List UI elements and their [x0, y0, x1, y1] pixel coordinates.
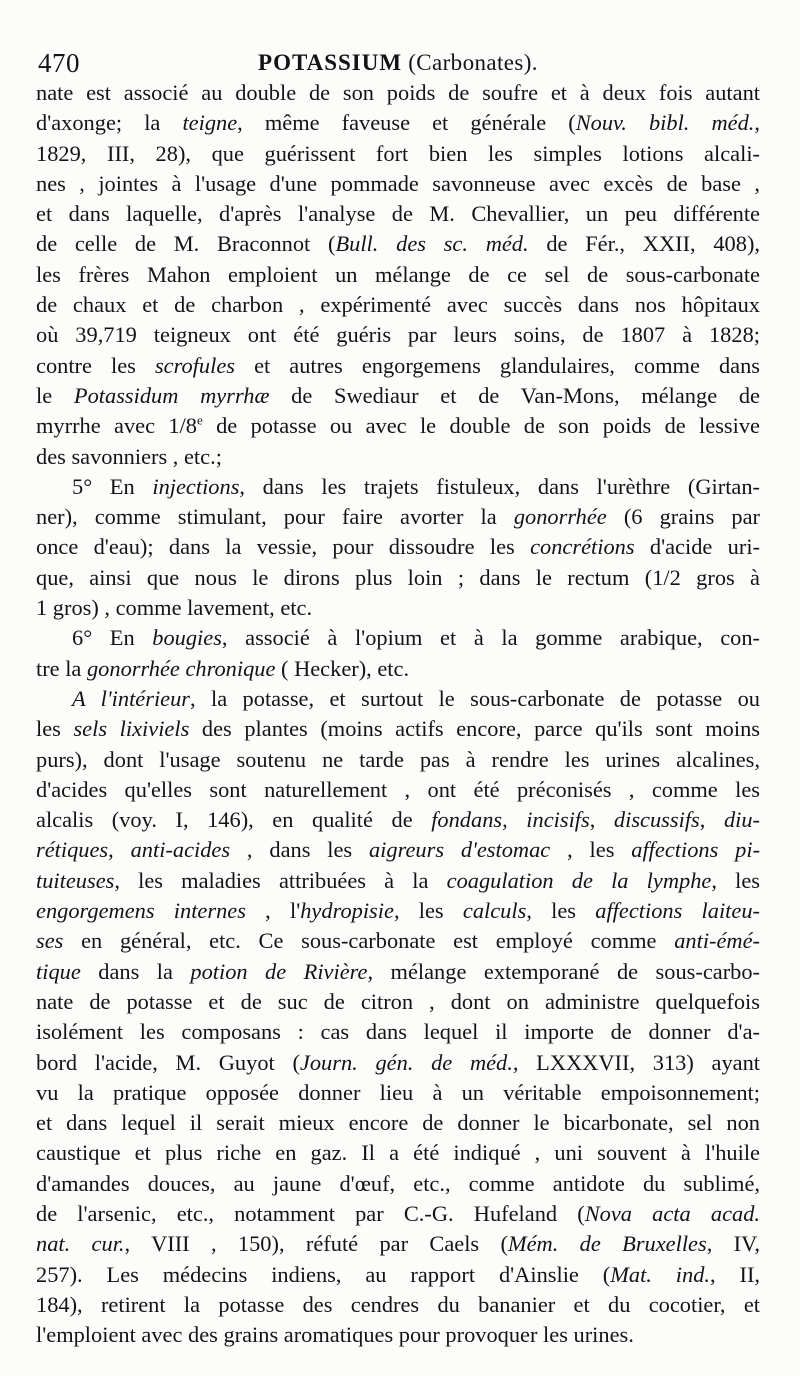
- text-run: ,: [108, 837, 131, 863]
- text-run: , LXXXVII, 313) ayant: [512, 1049, 760, 1075]
- text-run: isolément les composans : cas dans lequel il importe de donner d'a-: [36, 1019, 760, 1045]
- text-line: [36, 684, 760, 714]
- text-run: dans la: [80, 958, 191, 984]
- text-run: de celle de M. Braconnot (: [36, 231, 336, 257]
- text-run: , les: [393, 898, 463, 924]
- text-run: purs), dont l'usage soutenu ne tarde pas à rendre les urines alcalines,: [36, 746, 760, 772]
- text-run: en général, etc. Ce sous-carbonate est employé comme: [63, 928, 675, 954]
- text-run: , les: [711, 867, 760, 893]
- text-line: [36, 472, 760, 502]
- text-line: [36, 1048, 760, 1078]
- text-line: [36, 1108, 760, 1138]
- text-line: [36, 502, 760, 532]
- text-run: contre les: [36, 352, 155, 378]
- text-run: 6° En: [72, 625, 153, 651]
- text-line: [36, 442, 760, 472]
- italic-text: nat. cur.: [36, 1231, 125, 1257]
- text-line: [36, 896, 760, 926]
- running-head-subtitle: (Carbonates).: [408, 50, 538, 75]
- text-line: [36, 1078, 760, 1108]
- text-run: bord l'acide, M. Guyot (: [36, 1049, 300, 1075]
- text-run: alcalis (voy. I, 146), en qualité de: [36, 807, 432, 833]
- text-line: [36, 1017, 760, 1047]
- italic-text: anti-émé-: [674, 928, 760, 954]
- text-line: [36, 623, 760, 653]
- text-run: , les: [526, 898, 596, 924]
- text-run: 1 gros) , comme lavement, etc.: [36, 595, 313, 621]
- page-header: [36, 44, 760, 90]
- text-line: [36, 411, 760, 441]
- text-run: , mélange extemporané de sous-carbo-: [367, 958, 760, 984]
- italic-text: gonorrhée chronique: [86, 655, 276, 681]
- italic-text: discussifs: [613, 807, 700, 833]
- italic-text: fondans: [431, 807, 503, 833]
- text-run: ,: [754, 110, 760, 136]
- text-line: [36, 1229, 760, 1259]
- italic-text: rétiques: [36, 837, 109, 863]
- page-number: 470: [38, 48, 80, 78]
- italic-text: engorgemens internes: [36, 898, 246, 924]
- text-run: , associé à l'opium et à la gomme arabique, con-: [221, 625, 761, 651]
- text-run: où 39,719 teigneux ont été guéris par leurs soins, de 1807 à 1828;: [36, 322, 760, 348]
- text-run: de potasse ou avec le double de son poids de lessive: [202, 413, 760, 439]
- text-run: , VIII , 150), réfuté par Caels (: [124, 1231, 508, 1257]
- italic-text: Journ. gén. de méd.: [299, 1049, 513, 1075]
- text-line: [36, 351, 760, 381]
- italic-text: Nouv. bibl. méd.: [575, 110, 755, 136]
- text-run: de Fér., XXII, 408),: [528, 231, 761, 257]
- text-line: [36, 199, 760, 229]
- text-run: , dans les: [230, 837, 369, 863]
- text-run: des savonniers , etc.;: [36, 443, 222, 469]
- text-run: d'axonge; la: [36, 110, 183, 136]
- text-run: 184), retirent la potasse des cendres du bananier et du cocotier, et: [36, 1291, 760, 1317]
- text-line: [36, 987, 760, 1017]
- text-run: , dans les trajets fistuleux, dans l'urèthre (Girtan-: [239, 473, 761, 499]
- italic-text: Mém. de Bruxelles: [507, 1231, 707, 1257]
- text-line: [36, 805, 760, 835]
- text-line: [36, 654, 760, 684]
- italic-text: Mat. ind.: [610, 1261, 710, 1287]
- text-run: nate est associé au double de son poids de soufre et à deux fois autant: [36, 80, 760, 105]
- italic-text: diu-: [723, 807, 761, 833]
- text-run: caustique et plus riche en gaz. Il a été indiqué , uni souvent à l'huile: [36, 1140, 760, 1166]
- text-run: et dans laquelle, d'après l'analyse de M. Chevallier, un peu différente: [36, 201, 760, 227]
- text-run: , l': [245, 898, 301, 924]
- text-line: [36, 381, 760, 411]
- text-run: ,: [699, 807, 724, 833]
- text-run: tre la: [36, 655, 87, 681]
- text-run: myrrhe avec 1/8: [36, 413, 197, 439]
- text-line: [36, 745, 760, 775]
- italic-text: aigreurs d'estomac: [368, 837, 551, 863]
- italic-text: concrétions: [530, 534, 635, 560]
- text-run: , les maladies attribuées à la: [114, 867, 447, 893]
- text-run: d'amandes douces, au jaune d'œuf, etc., comme antidote du sublimé,: [36, 1170, 760, 1196]
- italic-text: Nova acta acad.: [584, 1200, 760, 1226]
- text-line: [36, 169, 760, 199]
- italic-text: tuiteuses: [36, 867, 115, 893]
- italic-text: Potassidum myrrhæ: [73, 382, 270, 408]
- text-line: [36, 1260, 760, 1290]
- running-head: [36, 50, 760, 76]
- running-head-title: POTASSIUM: [258, 50, 403, 75]
- italic-text: calculs: [462, 898, 527, 924]
- text-line: [36, 139, 760, 169]
- text-run: les frères Mahon emploient un mélange de ce sel de sous-carbonate: [36, 261, 760, 287]
- text-run: , IV,: [706, 1231, 760, 1257]
- text-line: [36, 1199, 760, 1229]
- italic-text: A l'intérieur: [72, 685, 191, 711]
- text-run: ner), comme stimulant, pour faire avorter la: [36, 504, 514, 530]
- italic-text: gonorrhée: [513, 504, 607, 530]
- text-line: [36, 532, 760, 562]
- text-line: [36, 320, 760, 350]
- italic-text: anti-acides: [130, 837, 231, 863]
- text-run: vu la pratique opposée donner lieu à un véritable empoisonnement;: [36, 1079, 760, 1105]
- italic-text: bougies: [152, 625, 222, 651]
- text-line: [36, 1320, 760, 1350]
- body-text: [36, 78, 760, 1350]
- text-line: [36, 1169, 760, 1199]
- text-run: , même faveuse et générale (: [237, 110, 576, 136]
- text-run: le: [36, 382, 74, 408]
- text-run: (6 grains par: [606, 504, 760, 530]
- text-run: once d'eau); dans la vessie, pour dissoudre les: [36, 534, 531, 560]
- italic-text: hydropisie: [300, 898, 394, 924]
- text-line: [36, 714, 760, 744]
- text-run: 5° En: [72, 473, 153, 499]
- text-run: et dans lequel il serait mieux encore de donner le bicarbonate, sel non: [36, 1110, 760, 1136]
- italic-text: tique: [36, 958, 81, 984]
- text-line: [36, 835, 760, 865]
- text-run: 257). Les médecins indiens, au rapport d'Ainslie (: [36, 1261, 611, 1287]
- text-run: de l'arsenic, etc., notamment par C.-G. Hufeland (: [36, 1200, 585, 1226]
- text-run: , les: [550, 837, 632, 863]
- italic-text: teigne: [182, 110, 238, 136]
- italic-text: Bull. des sc. méd.: [335, 231, 529, 257]
- italic-text: injections: [152, 473, 240, 499]
- text-run: des plantes (moins actifs encore, parce qu'ils sont moins: [189, 716, 760, 742]
- italic-text: scrofules: [154, 352, 235, 378]
- text-run: et autres engorgemens glandulaires, comme dans: [235, 352, 760, 378]
- text-line: [36, 1290, 760, 1320]
- text-line: [36, 108, 760, 138]
- text-run: 1829, III, 28), que guérissent fort bien les simples lotions alcali-: [36, 140, 760, 166]
- text-run: l'emploient avec des grains aromatiques pour provoquer les urines.: [36, 1322, 634, 1348]
- text-line: [36, 1138, 760, 1168]
- text-run: de Swediaur et de Van-Mons, mélange de: [269, 382, 760, 408]
- italic-text: affections pi-: [631, 837, 761, 863]
- italic-text: affections laiteu-: [595, 898, 760, 924]
- text-line: [36, 775, 760, 805]
- text-run: d'acides qu'elles sont naturellement , ont été préconisés , comme les: [36, 776, 760, 802]
- italic-text: incisifs: [526, 807, 590, 833]
- text-run: d'acide uri-: [634, 534, 760, 560]
- text-run: , II,: [710, 1261, 761, 1287]
- text-run: nate de potasse et de suc de citron , dont on administre quelquefois: [36, 988, 760, 1014]
- text-line: [36, 290, 760, 320]
- text-run: de chaux et de charbon , expérimenté avec succès dans nos hôpitaux: [36, 292, 760, 318]
- superscript: e: [196, 412, 203, 428]
- text-line: [36, 563, 760, 593]
- text-line: [36, 926, 760, 956]
- text-line: [36, 593, 760, 623]
- text-run: , la potasse, et surtout le sous-carbonate de potasse ou: [190, 685, 760, 711]
- text-line: [36, 957, 760, 987]
- italic-text: coagulation de la lymphe: [446, 867, 712, 893]
- italic-text: potion de Rivière: [190, 958, 368, 984]
- text-run: que, ainsi que nous le dirons plus loin ; dans le rectum (1/2 gros à: [36, 564, 760, 590]
- italic-text: sels lixiviels: [73, 716, 190, 742]
- text-run: nes , jointes à l'usage d'une pommade savonneuse avec excès de base ,: [36, 170, 760, 196]
- text-run: ,: [502, 807, 527, 833]
- text-line: [36, 260, 760, 290]
- text-run: ,: [589, 807, 614, 833]
- italic-text: ses: [36, 928, 64, 954]
- text-run: les: [36, 716, 74, 742]
- text-run: ( Hecker), etc.: [275, 655, 410, 681]
- text-line: [36, 229, 760, 259]
- text-line: [36, 866, 760, 896]
